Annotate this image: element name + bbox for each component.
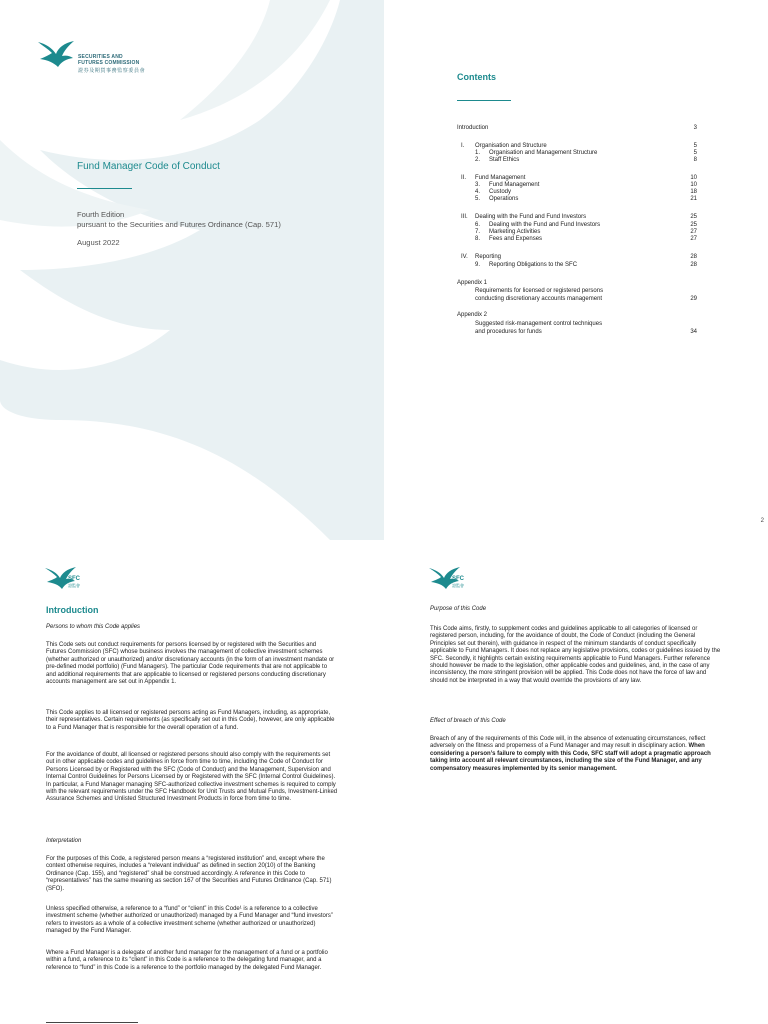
toc-entry-page: 10 [690, 175, 697, 181]
toc-entry-label: Requirements for licensed or registered persons [475, 288, 604, 294]
intro-paragraph-1: This Code sets out conduct requirements for persons licensed by or registered with the Securities and Futures Commission (SFC) whose business involves the management of collective investment schemes (whether authorized or unauthorized) and/or discretionary accounts (in the form of an investment mandate or pre-defined model portfolio) (Fund Managers). The particular Code requirements that are not applicable to and additional requirements that are applicable to licensed or registered persons conducting discretionary accounts management are set out in Appendix 1. [46, 642, 335, 686]
contents-title: Contents [457, 72, 496, 82]
footnote-divider [46, 1022, 138, 1023]
toc-entry-number: 2. [475, 157, 481, 163]
toc-entry-number: 9. [475, 262, 481, 268]
toc-entry-label: Introduction [457, 125, 489, 131]
toc-entry-label: Dealing with the Fund and Fund Investors [475, 214, 587, 220]
eagle-watermark-icon [0, 0, 384, 540]
subheading-persons: Persons to whom this Code applies [46, 624, 141, 630]
toc-entry-label: Organisation and Structure [475, 143, 547, 149]
toc-entry-label: Operations [489, 196, 519, 202]
toc-entry-label: Appendix 2 [457, 312, 488, 318]
toc-entry-page: 29 [690, 296, 697, 302]
toc-entry-number: IV. [461, 254, 468, 260]
toc-entry-label: Appendix 1 [457, 280, 488, 286]
toc-entry-page: 3 [693, 125, 697, 131]
edition-info [77, 210, 281, 230]
toc-entry-number: 7. [475, 229, 481, 235]
toc-entry-label: Organisation and Management Structure [489, 150, 598, 156]
toc-entry-page: 21 [690, 196, 697, 202]
logo-text-en [78, 54, 139, 66]
toc-entry-label: Dealing with the Fund and Fund Investors [489, 222, 601, 228]
logo-line-1: SECURITIES AND [78, 54, 123, 60]
toc-entry-page: 8 [693, 157, 697, 163]
purpose-paragraph-2 [430, 736, 722, 773]
contents-page [384, 0, 768, 540]
toc-entry-label: Staff Ethics [489, 157, 520, 163]
cover-page [0, 0, 384, 540]
publication-date: August 2022 [77, 238, 120, 247]
breach-text: Breach of any of the requirements of this Code will, in the absence of extenuating circumstances, reflect adversely on the fitness and properness of a Fund Manager and may result in disciplinary action. [430, 736, 706, 750]
toc-entry-label: Fund Management [489, 182, 540, 188]
page-number: 2 [760, 518, 764, 524]
intro-paragraph-4: For the purposes of this Code, a registered person means a “registered institution” and, except where the context otherwise requires, includes a “relevant individual” as defined in section 20(10) of the Banking Ordinance (Cap. 155), and “registered” shall be construed accordingly. A reference in this Code to “representatives” has the same meaning as section 167 of the Securities and Futures Ordinance (Cap. 571) (SFO). [46, 856, 332, 892]
purpose-page [384, 540, 768, 1024]
introduction-page [0, 540, 384, 1024]
intro-paragraph-5: Unless specified otherwise, a reference to a “fund” or “client” in this Code¹ is a reference to a collective investment scheme (whether authorized or unauthorized) managed by a Fund Manager and “fund investors” refers to investors as a whole of a collective investment scheme (whether authorized or unauthorized) managed by the Fund Manager. [46, 906, 333, 935]
sfc-abbrev: SFC [452, 576, 464, 582]
toc-entry-number: II. [461, 175, 467, 181]
toc-entry-label: Custody [489, 189, 512, 195]
ordinance-line: pursuant to the Securities and Futures Ordinance (Cap. 571) [77, 220, 281, 229]
purpose-paragraph-1: This Code aims, firstly, to supplement codes and guidelines applicable to all categories of licensed or registered person, including, for the avoidance of doubt, the Code of Conduct (including the General Principles set out therein), with guidance in respect of the minimum standards of conduct specifically applicable to Fund Managers. It does not replace any legislative provisions, codes or guidelines issued by the SFC. Secondly, it highlights certain existing requirements applicable to Fund Managers. Further reference should however be made to the legislation, other applicable codes and guidelines, and, in the case of any inconsistency, the more stringent provision will be applied. This Code does not have the force of law and should not be interpreted in a way that would override the provisions of any law. [430, 626, 721, 684]
toc-entry-page: 28 [690, 262, 697, 268]
subheading-purpose: Purpose of this Code [430, 606, 487, 612]
toc-entry-page: 18 [690, 189, 697, 195]
intro-paragraph-3: For the avoidance of doubt, all licensed or registered persons should also comply with the requirements set out in other applicable codes and guidelines in force from time to time, including the Code of Conduct for Persons Licensed by or Registered with the SFC (Code of Conduct) and the Management, Supervision and Internal Control Guidelines for Persons Licensed by or Registered with the SFC (Internal Control Guidelines). In particular, a Fund Manager managing SFC-authorized collective investment schemes is required to comply with the relevant requirements under the SFC Handbook for Unit Trusts and Mutual Funds, Investment-Linked Assurance Schemes and Unlisted Structured Investment Products in force from time to time. [46, 752, 338, 803]
toc-entry-number: I. [461, 143, 465, 149]
toc-entry-page: 27 [690, 229, 697, 235]
toc-entry-label: Fees and Expenses [489, 236, 543, 242]
subheading-interpretation: Interpretation [46, 838, 82, 844]
toc-entry-label: conducting discretionary accounts management [475, 296, 603, 302]
logo-text-zh: 證券及期貨事務監察委員會 [78, 68, 146, 74]
title-divider [77, 188, 132, 189]
sfc-zh: 證監會 [68, 583, 80, 588]
toc-entry-label: Marketing Activities [489, 229, 541, 235]
sfc-logo-icon [36, 38, 76, 68]
toc-entry-number: 4. [475, 189, 481, 195]
sfc-abbrev: SFC [68, 576, 80, 582]
toc-entry-label: and procedures for funds [475, 329, 542, 335]
toc-entry-page: 28 [690, 254, 697, 260]
toc-entry-label: Reporting [475, 254, 502, 260]
toc-entry-number: 1. [475, 150, 481, 156]
toc-entry-page: 5 [693, 143, 697, 149]
toc-entry-number: 5. [475, 196, 481, 202]
section-heading: Introduction [46, 605, 99, 615]
toc-entry-page: 27 [690, 236, 697, 242]
toc-entry-page: 5 [693, 150, 697, 156]
intro-paragraph-6: Where a Fund Manager is a delegate of another fund manager for the management of a fund or a portfolio within a fund, a reference to its “client” in this Code is a reference to the delegating fund manager, and a reference to “fund” in this Code is a reference to the portfolio managed by the delegated Fund Manager. [46, 950, 328, 971]
toc-entry-page: 34 [690, 329, 697, 335]
toc-entry-number: III. [461, 214, 468, 220]
toc-entry-number: 6. [475, 222, 481, 228]
toc-entry-page: 10 [690, 182, 697, 188]
subheading-breach: Effect of breach of this Code [430, 718, 506, 724]
toc-entry-label: Reporting Obligations to the SFC [489, 262, 578, 268]
toc-entry-number: 3. [475, 182, 481, 188]
toc-entry-page: 25 [690, 214, 697, 220]
toc-entry-label: Suggested risk-management control techniques [475, 321, 603, 327]
edition-line: Fourth Edition [77, 210, 125, 219]
toc-entry-page: 25 [690, 222, 697, 228]
breach-text-bold: When considering a person’s failure to comply with this Code, SFC staff will adopt a pragmatic approach taking into account all relevant circumstances, including the size of the Fund Manager, and any compensatory measures implemented by its senior management. [430, 743, 711, 772]
intro-paragraph-2: This Code applies to all licensed or registered persons acting as Fund Managers, including, as appropriate, their representatives. Certain requirements (as specifically set out in this Code), however, are only applicable to a Fund Manager that is responsible for the overall operation of a fund. [46, 710, 335, 731]
logo-line-2: FUTURES COMMISSION [78, 60, 140, 66]
document-title: Fund Manager Code of Conduct [77, 161, 220, 172]
toc-entry-number: 8. [475, 236, 481, 242]
contents-divider [457, 100, 511, 101]
sfc-zh: 證監會 [452, 583, 464, 588]
toc-entry-label: Fund Management [475, 175, 526, 181]
